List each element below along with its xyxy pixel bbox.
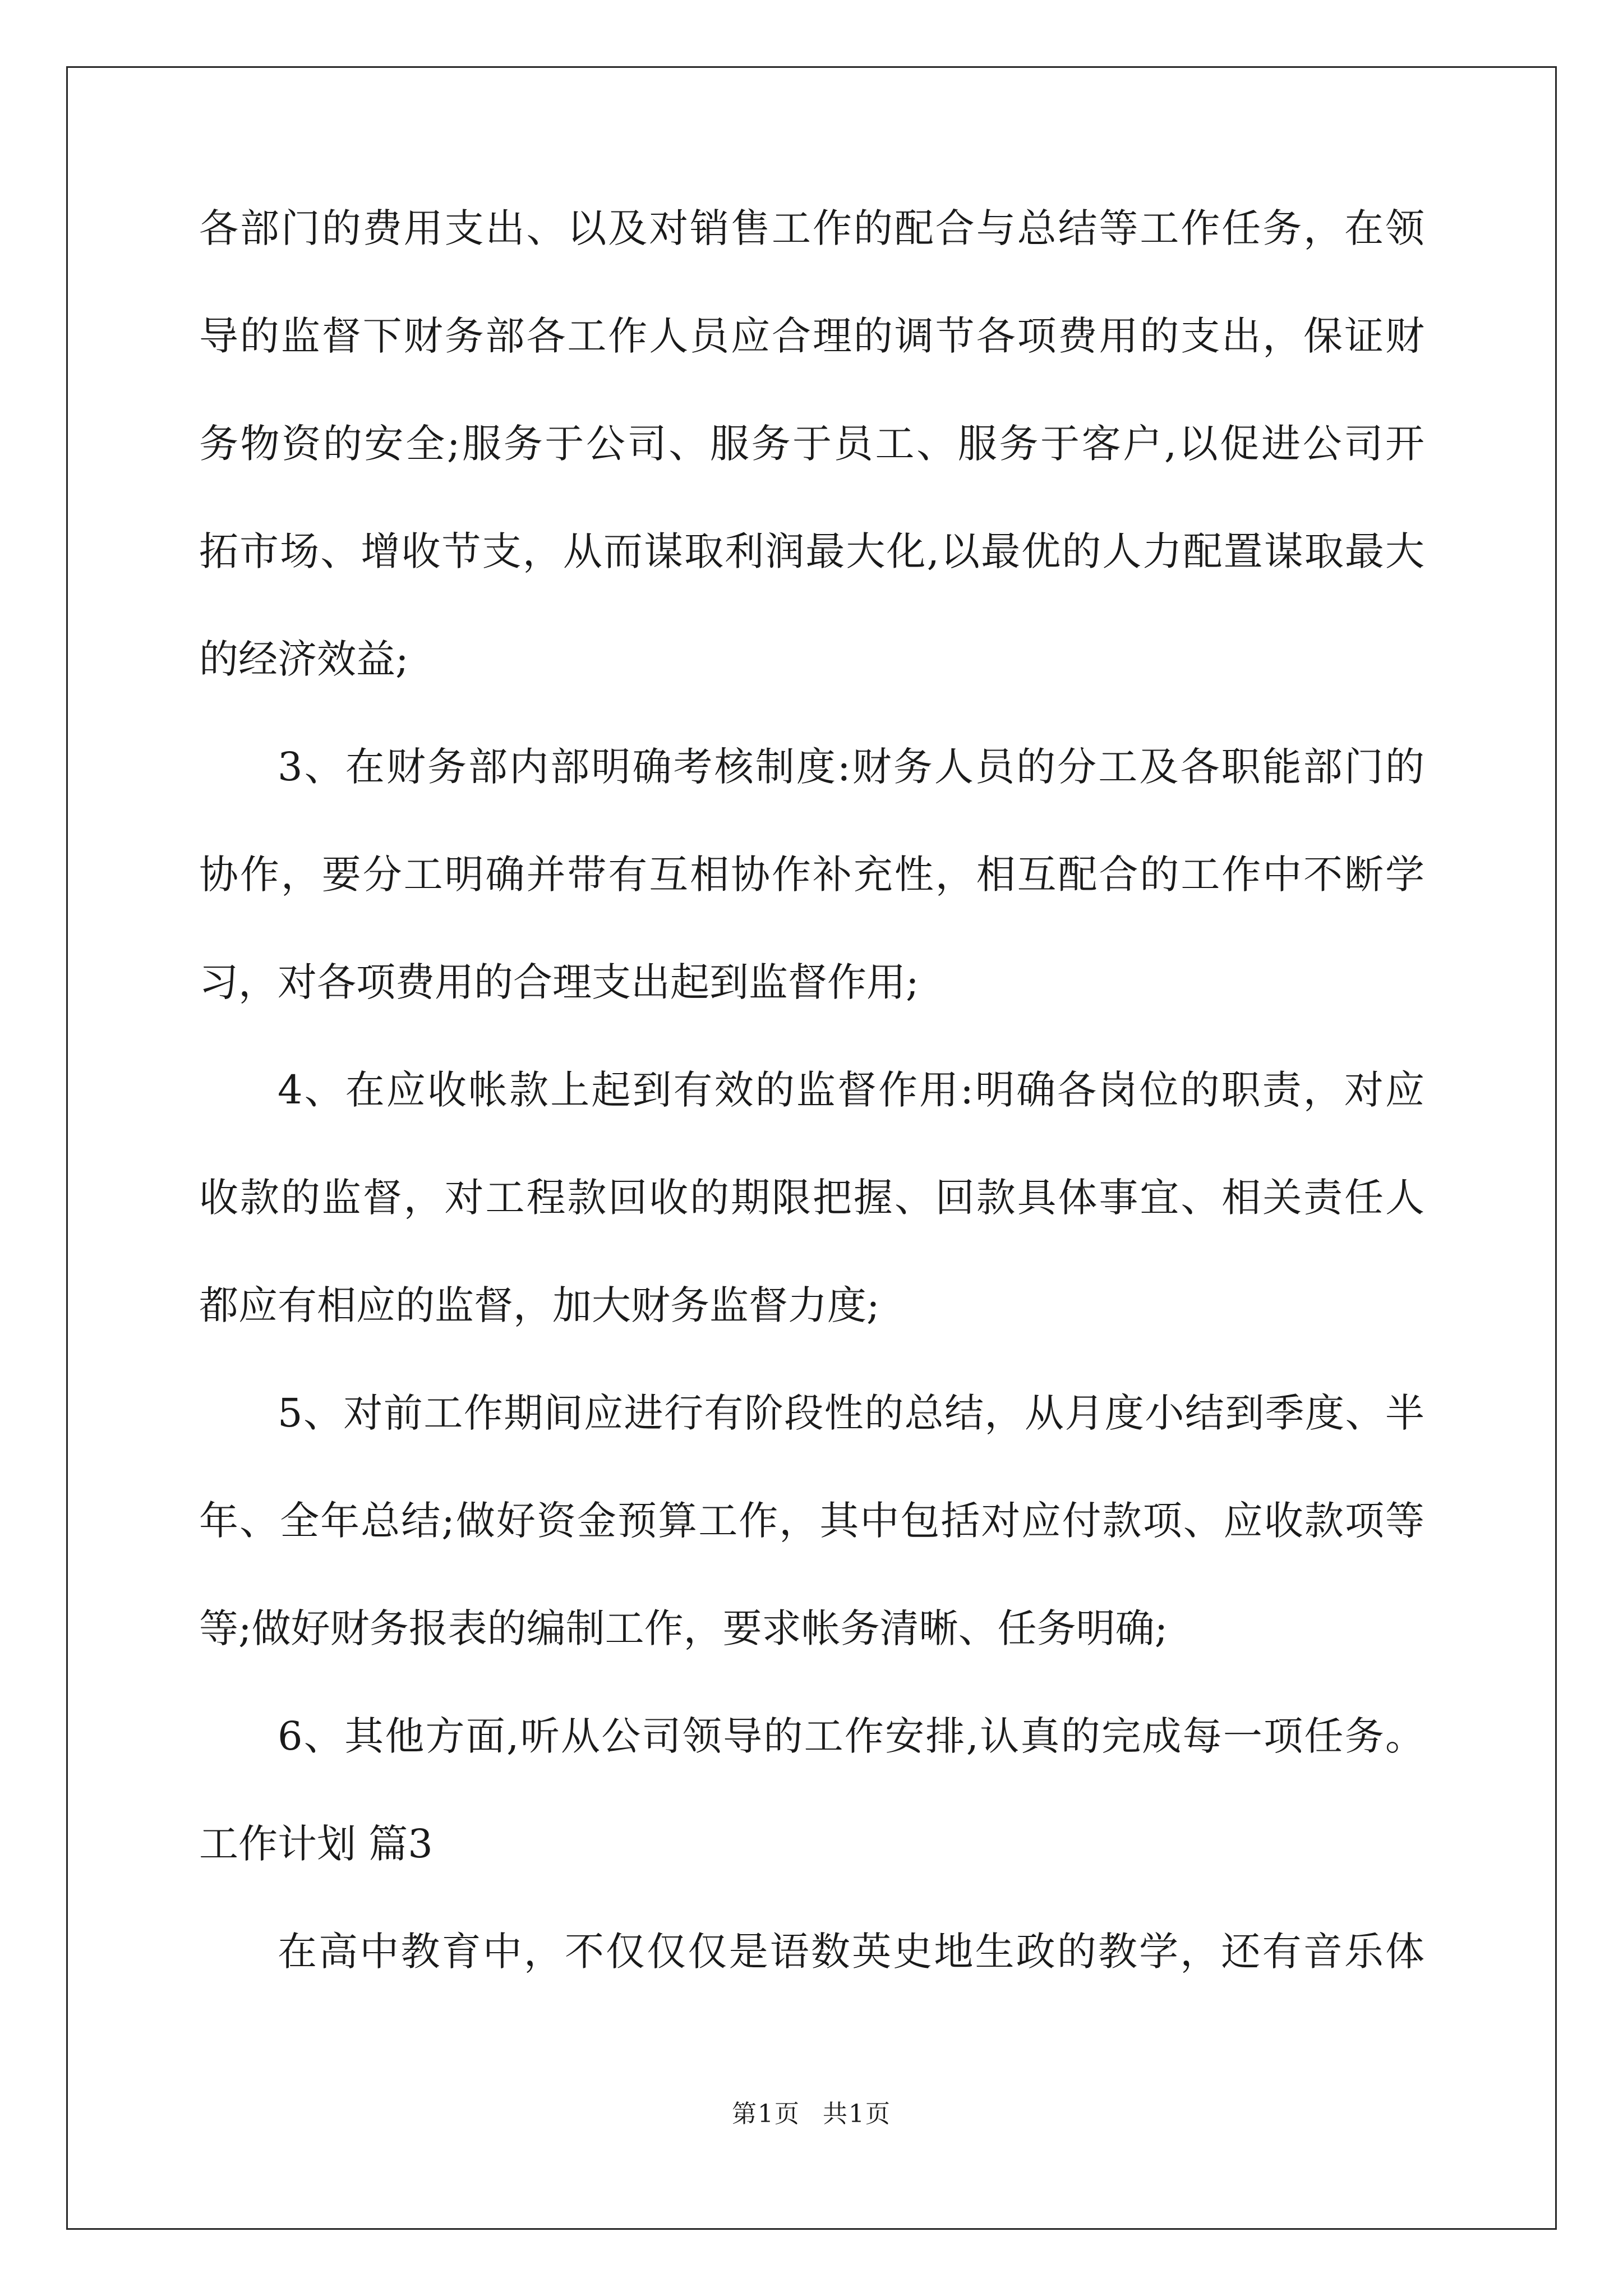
text-line: 协作，要分工明确并带有互相协作补充性，相互配合的工作中不断学	[199, 852, 1424, 898]
list-item-4: 4、在应收帐款上起到有效的监督作用:明确各岗位的职责，对应	[278, 1067, 1424, 1113]
text-line: 的经济效益;	[199, 636, 409, 682]
text-line: 等;做好财务报表的编制工作，要求帐务清晰、任务明确;	[199, 1605, 1168, 1651]
page-number: 第1页	[732, 2100, 800, 2128]
text-line: 习，对各项费用的合理支出起到监督作用;	[199, 959, 919, 1005]
list-item-6: 6、其他方面,听从公司领导的工作安排,认真的完成每一项任务。	[278, 1713, 1424, 1759]
section-heading: 工作计划 篇3	[199, 1821, 433, 1867]
text-line: 各部门的费用支出、以及对销售工作的配合与总结等工作任务，在领	[199, 205, 1424, 251]
text-line: 收款的监督，对工程款回收的期限把握、回款具体事宜、相关责任人	[199, 1175, 1424, 1221]
text-line: 都应有相应的监督，加大财务监督力度;	[199, 1282, 880, 1328]
text-line: 年、全年总结;做好资金预算工作，其中包括对应付款项、应收款项等	[199, 1498, 1424, 1544]
page-total: 共1页	[823, 2100, 891, 2128]
list-item-5: 5、对前工作期间应进行有阶段性的总结，从月度小结到季度、半	[278, 1390, 1424, 1436]
list-item-3: 3、在财务部内部明确考核制度:财务人员的分工及各职能部门的	[278, 744, 1424, 790]
text-line: 在高中教育中，不仅仅仅是语数英史地生政的教学，还有音乐体	[278, 1929, 1424, 1975]
text-line: 拓市场、增收节支，从而谋取利润最大化,以最优的人力配置谋取最大	[199, 528, 1424, 574]
text-line: 导的监督下财务部各工作人员应合理的调节各项费用的支出，保证财	[199, 313, 1424, 359]
text-line: 务物资的安全;服务于公司、服务于员工、服务于客户,以促进公司开	[199, 421, 1424, 467]
page-footer	[0, 2102, 1623, 2127]
document-body	[199, 205, 1424, 2040]
